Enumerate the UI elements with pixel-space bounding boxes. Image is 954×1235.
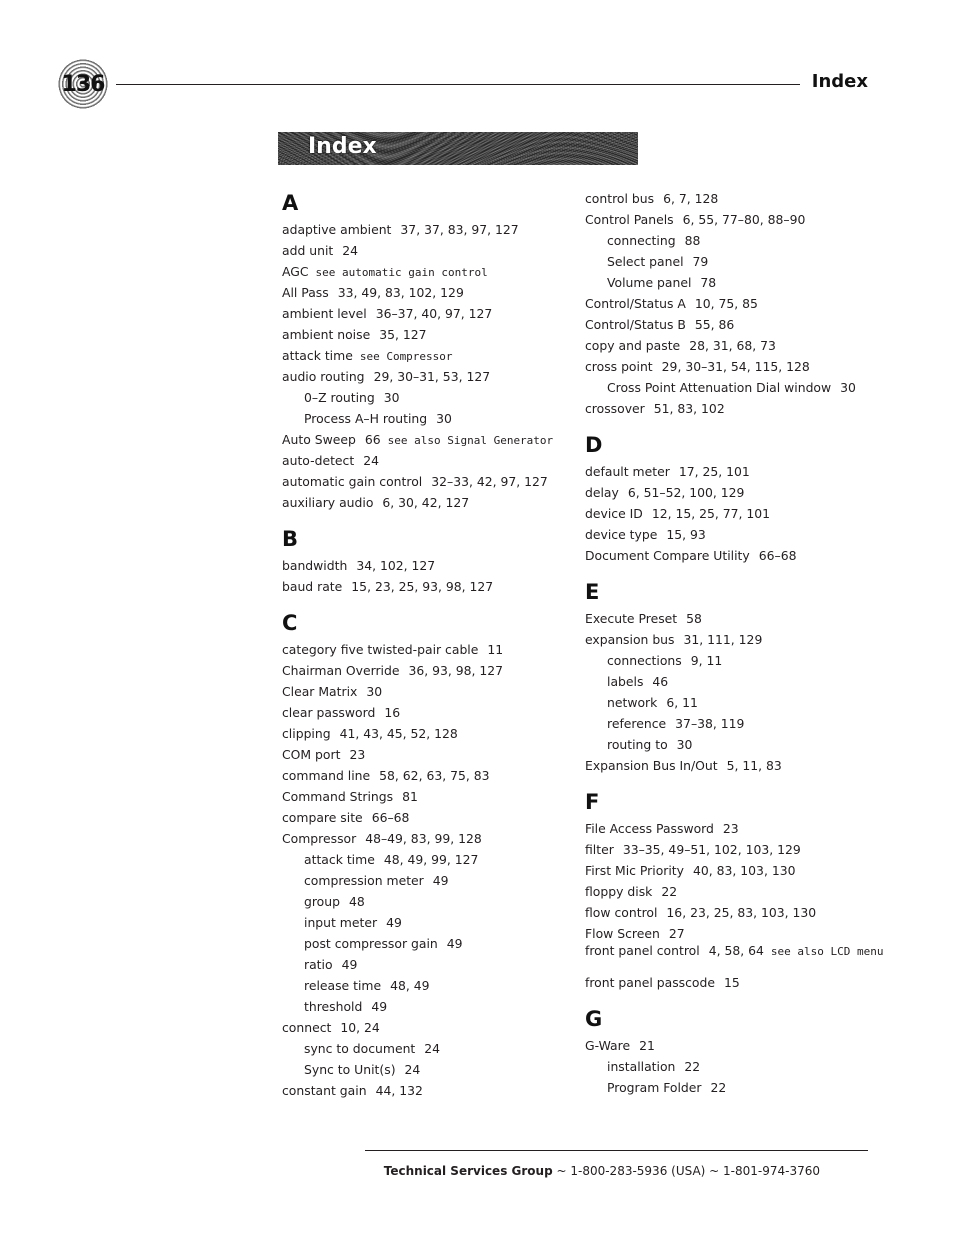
entry-term: cross point: [585, 359, 653, 374]
entry-pages: 6, 7, 128: [663, 191, 719, 206]
entry-term: filter: [585, 842, 614, 857]
entry-term: input meter: [304, 915, 378, 930]
entry-term: Auto Sweep: [282, 432, 356, 447]
section-gap: [282, 597, 582, 608]
entry-term: auto-detect: [282, 453, 355, 468]
section-letter: F: [585, 790, 600, 814]
index-entry: [282, 723, 582, 744]
index-subentry: [585, 272, 885, 293]
entry-pages: 9, 11: [690, 653, 723, 668]
index-subentry: [585, 251, 885, 272]
index-column-left: [282, 188, 582, 1101]
index-entry: [585, 356, 885, 377]
index-entry: [282, 1017, 582, 1038]
entry-pages: 5, 11, 83: [726, 758, 782, 773]
index-subentry: [282, 912, 582, 933]
entry-term: ambient level: [282, 306, 367, 321]
entry-pages: 41, 43, 45, 52, 128: [339, 726, 458, 741]
index-entry: [585, 188, 885, 209]
index-entry: [282, 261, 582, 282]
index-entry: [585, 818, 885, 839]
entry-pages: 44, 132: [375, 1083, 423, 1098]
index-entry: [585, 881, 885, 902]
entry-pages: 24: [363, 453, 380, 468]
index-entry: [585, 503, 885, 524]
entry-pages: 16, 23, 25, 83, 103, 130: [666, 905, 817, 920]
entry-term: labels: [607, 674, 644, 689]
entry-pages: 15, 93: [666, 527, 706, 542]
entry-pages: 58, 62, 63, 75, 83: [379, 768, 490, 783]
index-entry: [585, 545, 885, 566]
entry-cross-reference: see automatic gain control: [315, 266, 488, 279]
entry-pages: 40, 83, 103, 130: [693, 863, 796, 878]
entry-term: crossover: [585, 401, 645, 416]
entry-pages: 27: [668, 926, 685, 941]
entry-term: ambient noise: [282, 327, 371, 342]
entry-pages: 58: [686, 611, 702, 626]
index-entry: [282, 219, 582, 240]
index-entry: [282, 345, 582, 366]
section-gap: [585, 566, 885, 577]
index-subentry: [282, 954, 582, 975]
index-entry: [585, 314, 885, 335]
entry-term: expansion bus: [585, 632, 675, 647]
entry-pages: 37, 37, 83, 97, 127: [400, 222, 519, 237]
entry-pages: 30: [366, 684, 383, 699]
index-subentry: [585, 1077, 885, 1098]
entry-pages: 34, 102, 127: [356, 558, 436, 573]
entry-term: flow control: [585, 905, 658, 920]
entry-term: connections: [607, 653, 682, 668]
index-entry: [282, 681, 582, 702]
entry-term: release time: [304, 978, 382, 993]
entry-term: compression meter: [304, 873, 424, 888]
entry-pages: 22: [684, 1059, 701, 1074]
page-number: 136: [61, 71, 105, 97]
footer-company: Technical Services Group: [383, 1164, 553, 1178]
index-entry: [585, 482, 885, 503]
section-letter: E: [585, 580, 600, 604]
entry-term: post compressor gain: [304, 936, 438, 951]
entry-pages: 24: [342, 243, 359, 258]
index-column-right: [585, 188, 885, 1098]
index-entry: [282, 324, 582, 345]
entry-pages: 49: [432, 873, 449, 888]
entry-term: G-Ware: [585, 1038, 631, 1053]
index-subentry: [585, 377, 885, 398]
index-subentry: [282, 387, 582, 408]
entry-pages: 33, 49, 83, 102, 129: [337, 285, 464, 300]
entry-pages: 66: [364, 432, 381, 447]
index-subentry: [282, 975, 582, 996]
entry-term: device ID: [585, 506, 643, 521]
index-entry: [282, 702, 582, 723]
entry-term: attack time: [304, 852, 375, 867]
entry-term: adaptive ambient: [282, 222, 392, 237]
entry-term: auxiliary audio: [282, 495, 374, 510]
entry-pages: 6, 11: [666, 695, 698, 710]
entry-pages: 36, 93, 98, 127: [408, 663, 504, 678]
index-entry: [282, 744, 582, 765]
index-subentry: [282, 1059, 582, 1080]
entry-pages: 30: [383, 390, 400, 405]
entry-term: Process A–H routing: [304, 411, 428, 426]
entry-term: File Access Password: [585, 821, 714, 836]
page-number-badge: [58, 59, 108, 109]
index-entry: [585, 629, 885, 650]
header-section-title: Index: [811, 71, 868, 92]
entry-term: copy and paste: [585, 338, 681, 353]
index-subentry: [282, 933, 582, 954]
entry-pages: 36–37, 40, 97, 127: [375, 306, 493, 321]
entry-pages: 29, 30–31, 53, 127: [373, 369, 491, 384]
entry-pages: 6, 30, 42, 127: [382, 495, 470, 510]
index-entry: [585, 398, 885, 419]
entry-pages: 79: [692, 254, 709, 269]
index-subentry: [282, 996, 582, 1017]
entry-pages: 30: [676, 737, 693, 752]
entry-term: command line: [282, 768, 371, 783]
index-entry: [282, 639, 582, 660]
entry-term: Chairman Override: [282, 663, 400, 678]
index-subentry: [585, 230, 885, 251]
index-entry: [282, 660, 582, 681]
index-entry: [282, 1080, 582, 1101]
entry-pages: 24: [404, 1062, 421, 1077]
index-banner: [278, 132, 638, 165]
section-gap: [585, 993, 885, 1004]
entry-term: default meter: [585, 464, 670, 479]
entry-pages: 6, 55, 77–80, 88–90: [682, 212, 806, 227]
entry-term: threshold: [304, 999, 363, 1014]
entry-pages: 48: [349, 894, 365, 909]
index-subentry: [282, 849, 582, 870]
entry-term: baud rate: [282, 579, 343, 594]
index-entry: [585, 293, 885, 314]
index-entry: [585, 1035, 885, 1056]
entry-pages: 49: [446, 936, 463, 951]
index-entry: [585, 524, 885, 545]
entry-pages: 10, 75, 85: [694, 296, 758, 311]
index-subentry: [585, 671, 885, 692]
entry-pages: 33–35, 49–51, 102, 103, 129: [622, 842, 801, 857]
index-subentry: [282, 891, 582, 912]
entry-pages: 66–68: [371, 810, 410, 825]
entry-pages: 11: [487, 642, 504, 657]
entry-pages: 48, 49: [390, 978, 430, 993]
entry-pages: 46: [652, 674, 669, 689]
entry-term: clear password: [282, 705, 376, 720]
entry-pages: 88: [684, 233, 701, 248]
entry-term: Command Strings: [282, 789, 394, 804]
entry-pages: 66–68: [758, 548, 797, 563]
entry-term: Control/Status A: [585, 296, 686, 311]
entry-pages: 22: [710, 1080, 727, 1095]
entry-term: group: [304, 894, 340, 909]
entry-term: Clear Matrix: [282, 684, 358, 699]
index-subentry: [585, 650, 885, 671]
entry-term: reference: [607, 716, 667, 731]
index-subentry: [585, 1056, 885, 1077]
entry-term: Control/Status B: [585, 317, 686, 332]
entry-pages: 30: [840, 380, 856, 395]
entry-term: First Mic Priority: [585, 863, 684, 878]
index-entry: [282, 828, 582, 849]
footer-rule: [365, 1150, 868, 1151]
entry-term: Select panel: [607, 254, 684, 269]
entry-term: clipping: [282, 726, 331, 741]
entry-pages: 29, 30–31, 54, 115, 128: [661, 359, 810, 374]
entry-pages: 10, 24: [340, 1020, 380, 1035]
entry-pages: 48, 49, 99, 127: [383, 852, 479, 867]
index-entry: [585, 923, 885, 944]
section-letter: D: [585, 433, 603, 457]
index-entry: [585, 944, 885, 972]
entry-term: attack time: [282, 348, 353, 363]
entry-pages: 22: [661, 884, 678, 899]
entry-pages: 17, 25, 101: [678, 464, 750, 479]
entry-pages: 12, 15, 25, 77, 101: [651, 506, 771, 521]
index-entry: [585, 461, 885, 482]
entry-term: Flow Screen: [585, 926, 660, 941]
entry-term: audio routing: [282, 369, 365, 384]
entry-term: Document Compare Utility: [585, 548, 750, 563]
entry-term: Compressor: [282, 831, 357, 846]
entry-pages: 15, 23, 25, 93, 98, 127: [351, 579, 494, 594]
entry-term: add unit: [282, 243, 334, 258]
entry-pages: 78: [700, 275, 717, 290]
index-entry: [282, 471, 582, 492]
entry-term: constant gain: [282, 1083, 367, 1098]
entry-term: COM port: [282, 747, 341, 762]
entry-pages: 23: [349, 747, 366, 762]
entry-cross-reference: see also Signal Generator: [387, 434, 554, 447]
entry-term: category five twisted-pair cable: [282, 642, 479, 657]
index-entry: [585, 209, 885, 230]
index-entry: [282, 450, 582, 471]
entry-pages: 23: [722, 821, 739, 836]
entry-pages: 48–49, 83, 99, 128: [365, 831, 482, 846]
header-rule: [116, 84, 800, 85]
index-entry: [585, 755, 885, 776]
entry-term: delay: [585, 485, 619, 500]
section-gap: [282, 513, 582, 524]
entry-term: ratio: [304, 957, 333, 972]
index-entry: [585, 972, 885, 993]
entry-term: AGC: [282, 264, 309, 279]
entry-cross-reference: see also LCD menu: [770, 945, 884, 958]
entry-pages: 30: [436, 411, 452, 426]
footer: [384, 1164, 820, 1178]
entry-term: connecting: [607, 233, 676, 248]
banner-title: Index: [308, 134, 377, 159]
entry-term: Cross Point Attenuation Dial window: [607, 380, 832, 395]
entry-pages: 51, 83, 102: [653, 401, 725, 416]
entry-term: Sync to Unit(s): [304, 1062, 396, 1077]
entry-term: 0–Z routing: [304, 390, 375, 405]
index-entry: [282, 282, 582, 303]
entry-pages: 28, 31, 68, 73: [689, 338, 776, 353]
section-letter: G: [585, 1007, 603, 1031]
index-entry: [282, 366, 582, 387]
entry-pages: 31, 111, 129: [683, 632, 763, 647]
entry-term: installation: [607, 1059, 676, 1074]
entry-term: Volume panel: [607, 275, 692, 290]
entry-term: All Pass: [282, 285, 329, 300]
entry-pages: 24: [424, 1041, 441, 1056]
index-entry: [282, 576, 582, 597]
index-entry: [282, 429, 582, 450]
entry-term: floppy disk: [585, 884, 653, 899]
entry-pages: 21: [639, 1038, 655, 1053]
entry-cross-reference: see Compressor: [359, 350, 453, 363]
entry-term: bandwidth: [282, 558, 348, 573]
index-entry: [282, 765, 582, 786]
index-entry: [585, 902, 885, 923]
section-gap: [585, 419, 885, 430]
index-entry: [585, 839, 885, 860]
entry-term: connect: [282, 1020, 332, 1035]
entry-pages: 32–33, 42, 97, 127: [431, 474, 548, 489]
entry-pages: 37–38, 119: [675, 716, 745, 731]
index-entry: [282, 786, 582, 807]
entry-pages: 81: [402, 789, 418, 804]
index-entry: [282, 240, 582, 261]
section-letter: C: [282, 611, 298, 635]
entry-term: Expansion Bus In/Out: [585, 758, 718, 773]
entry-term: front panel passcode: [585, 975, 715, 990]
section-gap: [585, 776, 885, 787]
entry-term: device type: [585, 527, 658, 542]
index-entry: [585, 608, 885, 629]
entry-term: automatic gain control: [282, 474, 423, 489]
entry-term: control bus: [585, 191, 655, 206]
entry-term: routing to: [607, 737, 668, 752]
index-entry: [282, 807, 582, 828]
index-entry: [282, 303, 582, 324]
index-entry: [585, 860, 885, 881]
footer-contact: ~ 1-800-283-5936 (USA) ~ 1-801-974-3760: [552, 1164, 820, 1178]
index-subentry: [282, 870, 582, 891]
entry-term: Program Folder: [607, 1080, 702, 1095]
entry-pages: 35, 127: [379, 327, 427, 342]
entry-pages: 15: [723, 975, 740, 990]
index-subentry: [585, 713, 885, 734]
index-subentry: [585, 734, 885, 755]
entry-term: Control Panels: [585, 212, 674, 227]
entry-term: network: [607, 695, 658, 710]
entry-term: sync to document: [304, 1041, 416, 1056]
section-letter: B: [282, 527, 299, 551]
index-subentry: [282, 408, 582, 429]
index-entry: [282, 492, 582, 513]
entry-pages: 49: [341, 957, 358, 972]
index-entry: [585, 335, 885, 356]
entry-pages: 49: [386, 915, 402, 930]
entry-pages: 49: [371, 999, 388, 1014]
entry-term: compare site: [282, 810, 363, 825]
index-entry: [282, 555, 582, 576]
section-letter: A: [282, 191, 299, 215]
entry-term: Execute Preset: [585, 611, 678, 626]
index-subentry: [585, 692, 885, 713]
entry-term: front panel control: [585, 943, 700, 958]
entry-pages: 6, 51–52, 100, 129: [627, 485, 745, 500]
entry-pages: 16: [384, 705, 401, 720]
entry-pages: 4, 58, 64: [708, 943, 764, 958]
entry-pages: 55, 86: [694, 317, 735, 332]
index-subentry: [282, 1038, 582, 1059]
